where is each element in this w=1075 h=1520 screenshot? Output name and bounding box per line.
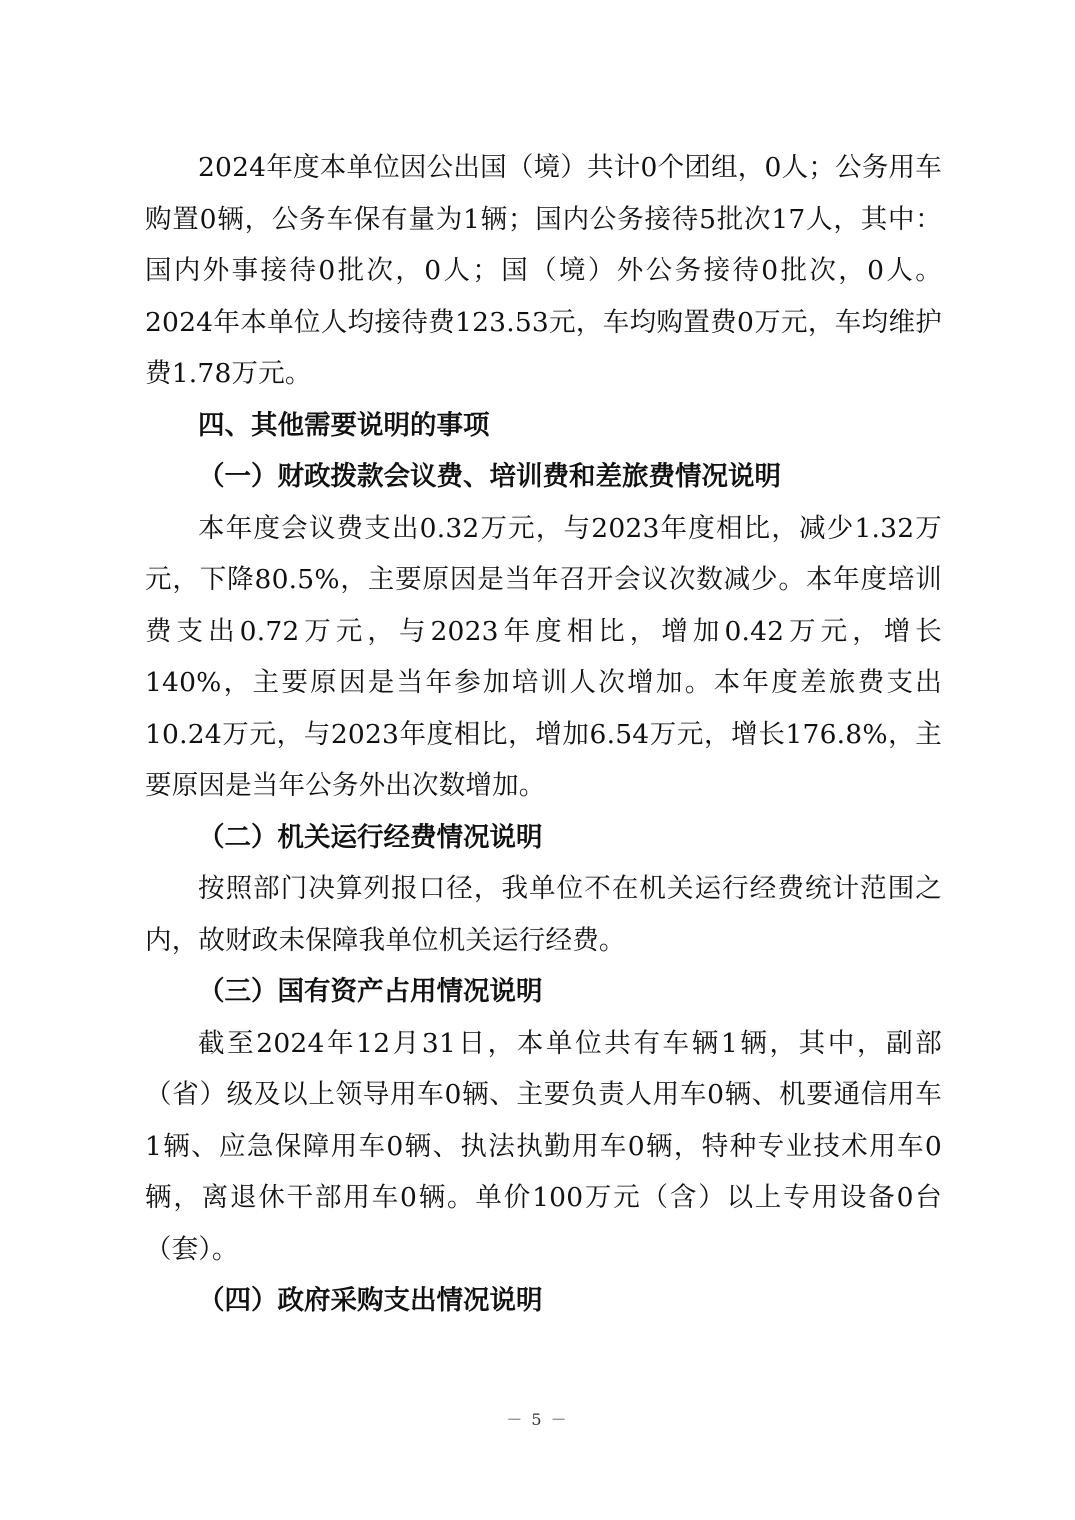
document-body xyxy=(145,142,942,1327)
page-number: － 5 － xyxy=(506,1410,569,1429)
section-heading-other-matters: 四、其他需要说明的事项 xyxy=(198,409,490,441)
paragraph-meeting-training-travel: 本年度会议费支出0.32万元，与2023年度相比，减少1.32万元，下降80.5%，主要原因是当年召开会议次数减少。本年度培训费支出0.72万元，与2023年度相比，增加0.42万元，增长140%，主要原因是当年参加培训人次增加。本年度差旅费支出10.24万元，与2023年度相比，增加6.54万元，增长176.8%，主要原因是当年公务外出次数增加。 xyxy=(145,512,942,801)
subheading-meeting-training-travel: （一）财政拨款会议费、培训费和差旅费情况说明 xyxy=(198,461,781,492)
subheading-state-assets: （三）国有资产占用情况说明 xyxy=(198,976,543,1007)
paragraph-state-assets: 截至2024年12月31日，本单位共有车辆1辆，其中，副部（省）级及以上领导用车0辆、主要负责人用车0辆、机要通信用车1辆、应急保障用车0辆、执法执勤用车0辆，特种专业技术用车0辆，离退休干部用车0辆。单价100万元（含）以上专用设备0台（套）。 xyxy=(145,1027,942,1265)
subheading-operating-expenses: （二）机关运行经费情况说明 xyxy=(198,821,543,853)
subheading-government-procurement: （四）政府采购支出情况说明 xyxy=(198,1285,543,1316)
paragraph-operating-expenses: 按照部门决算列报口径，我单位不在机关运行经费统计范围之内，故财政未保障我单位机关运行经费。 xyxy=(145,873,942,956)
paragraph-official-travel-reception: 2024年度本单位因公出国（境）共计0个团组，0人；公务用车购置0辆，公务车保有量为1辆；国内公务接待5批次17人，其中：国内外事接待0批次，0人；国（境）外公务接待0批次，0人。2024年本单位人均接待费123.53元，车均购置费0万元，车均维护费1.78万元。 xyxy=(145,152,942,389)
